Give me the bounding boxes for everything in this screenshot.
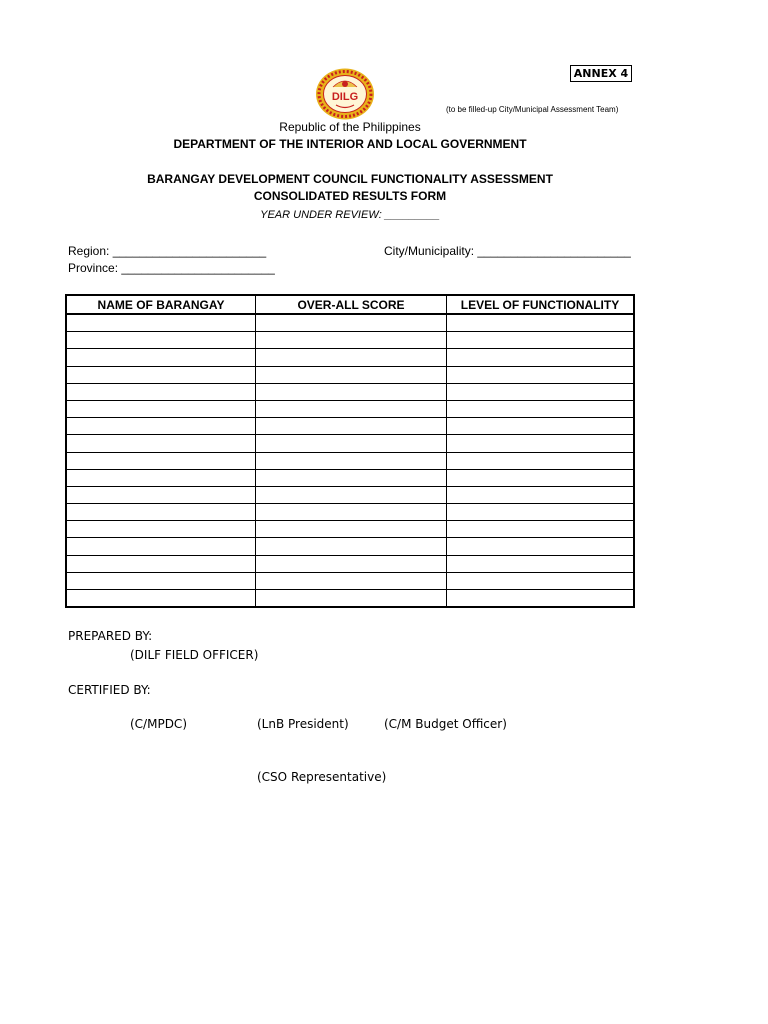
table-cell[interactable]	[256, 349, 447, 366]
table-cell[interactable]	[447, 521, 635, 538]
prepared-by-label: PREPARED BY:	[68, 629, 153, 643]
cso-representative-signatory: (CSO Representative)	[257, 770, 387, 784]
table-cell[interactable]	[447, 332, 635, 349]
table-cell[interactable]	[256, 435, 447, 452]
table-body	[66, 314, 634, 607]
table-cell[interactable]	[447, 555, 635, 572]
table-cell[interactable]	[66, 314, 256, 332]
table-cell[interactable]	[66, 538, 256, 555]
table-cell[interactable]	[447, 314, 635, 332]
table-row	[66, 435, 634, 452]
table-cell[interactable]	[447, 469, 635, 486]
form-title: BARANGAY DEVELOPMENT COUNCIL FUNCTIONALITY ASSESSMENT	[147, 172, 553, 186]
column-header-functionality: LEVEL OF FUNCTIONALITY	[447, 295, 635, 314]
table-cell[interactable]	[256, 400, 447, 417]
table-cell[interactable]	[66, 521, 256, 538]
table-cell[interactable]	[256, 590, 447, 608]
table-cell[interactable]	[256, 418, 447, 435]
table-row	[66, 314, 634, 332]
table-row	[66, 452, 634, 469]
table-cell[interactable]	[256, 504, 447, 521]
table-cell[interactable]	[447, 452, 635, 469]
table-cell[interactable]	[256, 366, 447, 383]
table-cell[interactable]	[447, 572, 635, 589]
table-cell[interactable]	[66, 590, 256, 608]
budget-officer-signatory: (C/M Budget Officer)	[384, 717, 507, 731]
cmpdc-signatory: (C/MPDC)	[130, 717, 187, 731]
table-cell[interactable]	[256, 332, 447, 349]
table-cell[interactable]	[256, 572, 447, 589]
table-cell[interactable]	[447, 435, 635, 452]
table-cell[interactable]	[447, 400, 635, 417]
dilg-seal-icon	[314, 67, 376, 121]
table-row	[66, 572, 634, 589]
table-cell[interactable]	[256, 469, 447, 486]
table-cell[interactable]	[66, 555, 256, 572]
dilf-field-officer: (DILF FIELD OFFICER)	[130, 648, 259, 662]
table-row	[66, 486, 634, 503]
table-row	[66, 332, 634, 349]
table-cell[interactable]	[447, 486, 635, 503]
annex-label: ANNEX 4	[570, 65, 632, 82]
form-subtitle: CONSOLIDATED RESULTS FORM	[253, 189, 447, 203]
table-cell[interactable]	[256, 314, 447, 332]
table-row	[66, 418, 634, 435]
table-cell[interactable]	[447, 349, 635, 366]
table-cell[interactable]	[256, 452, 447, 469]
lnb-president-signatory: (LnB President)	[257, 717, 349, 731]
certified-by-label: CERTIFIED BY:	[68, 683, 151, 697]
table-row	[66, 469, 634, 486]
table-cell[interactable]	[66, 504, 256, 521]
table-cell[interactable]	[447, 538, 635, 555]
table-cell[interactable]	[256, 538, 447, 555]
column-header-barangay: NAME OF BARANGAY	[66, 295, 256, 314]
table-cell[interactable]	[256, 486, 447, 503]
city-municipality-field[interactable]: City/Municipality: _______________________	[384, 244, 631, 258]
table-cell[interactable]	[66, 349, 256, 366]
table-cell[interactable]	[256, 383, 447, 400]
table-cell[interactable]	[66, 383, 256, 400]
department-title: DEPARTMENT OF THE INTERIOR AND LOCAL GOVERNMENT	[173, 137, 527, 151]
table-cell[interactable]	[447, 366, 635, 383]
table-cell[interactable]	[66, 332, 256, 349]
table-cell[interactable]	[66, 418, 256, 435]
table-header-row	[66, 295, 634, 314]
table-cell[interactable]	[66, 469, 256, 486]
province-field[interactable]: Province: _______________________	[68, 261, 275, 275]
table-cell[interactable]	[447, 418, 635, 435]
seal-text: DILG	[331, 91, 359, 103]
table-row	[66, 504, 634, 521]
republic-line: Republic of the Philippines	[279, 120, 421, 134]
table-row	[66, 366, 634, 383]
table-cell[interactable]	[66, 400, 256, 417]
table-cell[interactable]	[447, 383, 635, 400]
table-cell[interactable]	[447, 590, 635, 608]
table-row	[66, 521, 634, 538]
year-under-review: YEAR UNDER REVIEW: _________	[260, 209, 440, 221]
table-row	[66, 538, 634, 555]
table-cell[interactable]	[256, 555, 447, 572]
table-cell[interactable]	[447, 504, 635, 521]
table-row	[66, 590, 634, 608]
table-cell[interactable]	[256, 521, 447, 538]
table-row	[66, 555, 634, 572]
results-table	[65, 294, 635, 608]
region-field[interactable]: Region: _______________________	[68, 244, 267, 258]
table-cell[interactable]	[66, 435, 256, 452]
table-cell[interactable]	[66, 486, 256, 503]
table-cell[interactable]	[66, 366, 256, 383]
table-cell[interactable]	[66, 572, 256, 589]
table-cell[interactable]	[66, 452, 256, 469]
fill-up-note: (to be filled-up City/Municipal Assessment Team)	[446, 105, 619, 114]
table-row	[66, 400, 634, 417]
table-row	[66, 349, 634, 366]
column-header-score: OVER-ALL SCORE	[256, 295, 447, 314]
table-row	[66, 383, 634, 400]
